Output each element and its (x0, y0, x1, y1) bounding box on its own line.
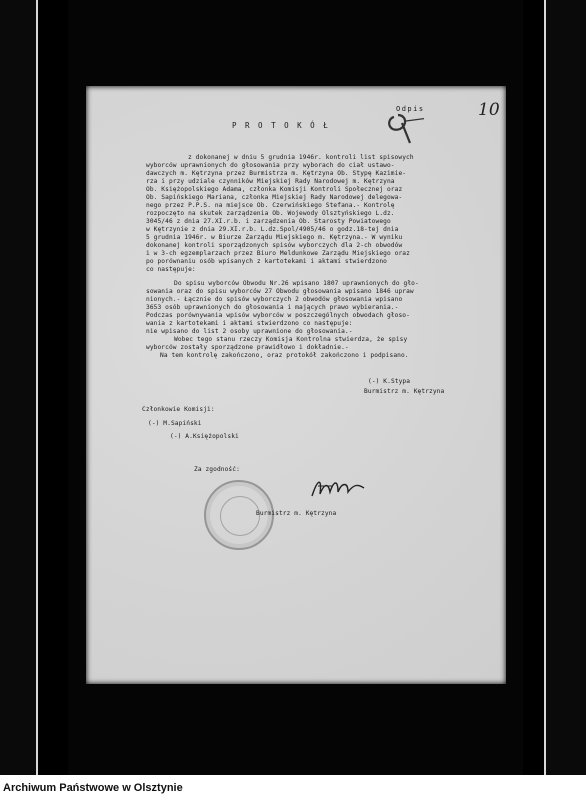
members-label: Członkowie Komisji: (142, 406, 215, 413)
page-number: 10 (478, 100, 500, 120)
copy-mark: Odpis (396, 105, 425, 113)
document-page (86, 86, 506, 684)
document-title: P R O T O K Ó Ł (232, 121, 330, 130)
text-line: sowania oraz do spisu wyborców 27 Obwodu głosowania wpisano 1846 upraw (146, 288, 414, 295)
signature-mayor: (-) K.Stypa (368, 378, 411, 385)
text-line: rozpoczęto na skutek zarządzenia Ob. Wojewody Olsztyńskiego L.dz. (146, 210, 395, 217)
member-sapinski: (-) M.Sapiński (148, 420, 202, 427)
archive-name: Archiwum Państwowe w Olsztynie (3, 782, 183, 794)
text-line: Do spisu wyborców Obwodu Nr.26 wpisano 1807 uprawnionych do gło- (174, 280, 419, 287)
text-line: nego przez P.P.S. na miejsce Ob. Czerwińskiego Stefana.- Kontrolę (146, 202, 395, 209)
film-rail-left (36, 0, 38, 775)
text-line: w Kętrzynie z dnia 29.XI.r.b. L.dz.Spol/4905/46 o godz.18-tej dnia (146, 226, 399, 233)
text-line: Ob. Księżopolskiego Adama, członka Komisji Kontroli Społecznej oraz (146, 186, 403, 193)
text-line: Ob. Sapińskiego Mariana, członka Miejskiej Rady Narodowej delegowa- (146, 194, 403, 201)
text-line: 3653 osób uprawnionych do głosowania i mających prawo wybierania.- (146, 304, 399, 311)
text-line: po porównaniu osób wpisanych z kartotekami i aktami stwierdzono (146, 258, 387, 265)
text-line: wania z kartotekami i aktami stwierdzono co następuje: (146, 320, 353, 327)
handwritten-mark-icon (384, 109, 424, 145)
text-line: Na tem kontrolę zakończono, oraz protokół zakończono i podpisano. (160, 352, 409, 359)
text-line: rza i przy udziale czynników Miejskiej Rady Narodowej m. Kętrzyna (146, 178, 395, 185)
text-line: wyborców uprawnionych do głosowania przy wyborach do ciał ustawo- (146, 162, 395, 169)
text-line: dawczych m. Kętrzyna przez Burmistrza m. Kętrzyna Ob. Stypę Kazimie- (146, 170, 407, 177)
text-line: 3045/46 z dnia 27.XI.r.b. i zarządzenia Ob. Starosty Powiatowego (146, 218, 391, 225)
text-line: wyborców zostały sporządzone prawidłowo i dokładnie.- (146, 344, 349, 351)
archive-footer (0, 775, 586, 800)
text-line: i w 3-ch egzemplarzach przez Biuro Meldunkowe Zarządu Miejskiego oraz (146, 250, 410, 257)
signature-mayor-title-2: Burmistrz m. Kętrzyna (256, 510, 337, 517)
text-line: nionych.- Łącznie do spisów wyborczych 2 obwodów głosowania wpisano (146, 296, 403, 303)
handwritten-signature-icon (308, 474, 370, 504)
film-edge-right (546, 0, 586, 775)
text-line: dokonanej kontroli sporządzonych spisów wyborczych dla 2-ch obwodów (146, 242, 403, 249)
text-line: 5 grudnia 1946r. w Biurze Zarządu Miejskiego m. Kętrzyna.- W wyniku (146, 234, 403, 241)
text-line: co następuje: (146, 266, 196, 273)
film-edge-left (0, 0, 36, 775)
member-ksiezopolski: (-) A.Księżopolski (170, 433, 239, 440)
signature-mayor-title: Burmistrz m. Kętrzyna (364, 388, 445, 395)
text-line: Podczas porównywania wpisów wyborców w poszczególnych obwodach głoso- (146, 312, 410, 319)
text-line: z dokonanej w dniu 5 grudnia 1946r. kontroli list spisowych (188, 154, 414, 161)
text-line: nie wpisano do list 2 osoby uprawnione do głosowania.- (146, 328, 353, 335)
text-line: Wobec tego stanu rzeczy Komisja Kontrolna stwierdza, że spisy (174, 336, 408, 343)
agreement-label: Za zgodność: (194, 466, 240, 473)
